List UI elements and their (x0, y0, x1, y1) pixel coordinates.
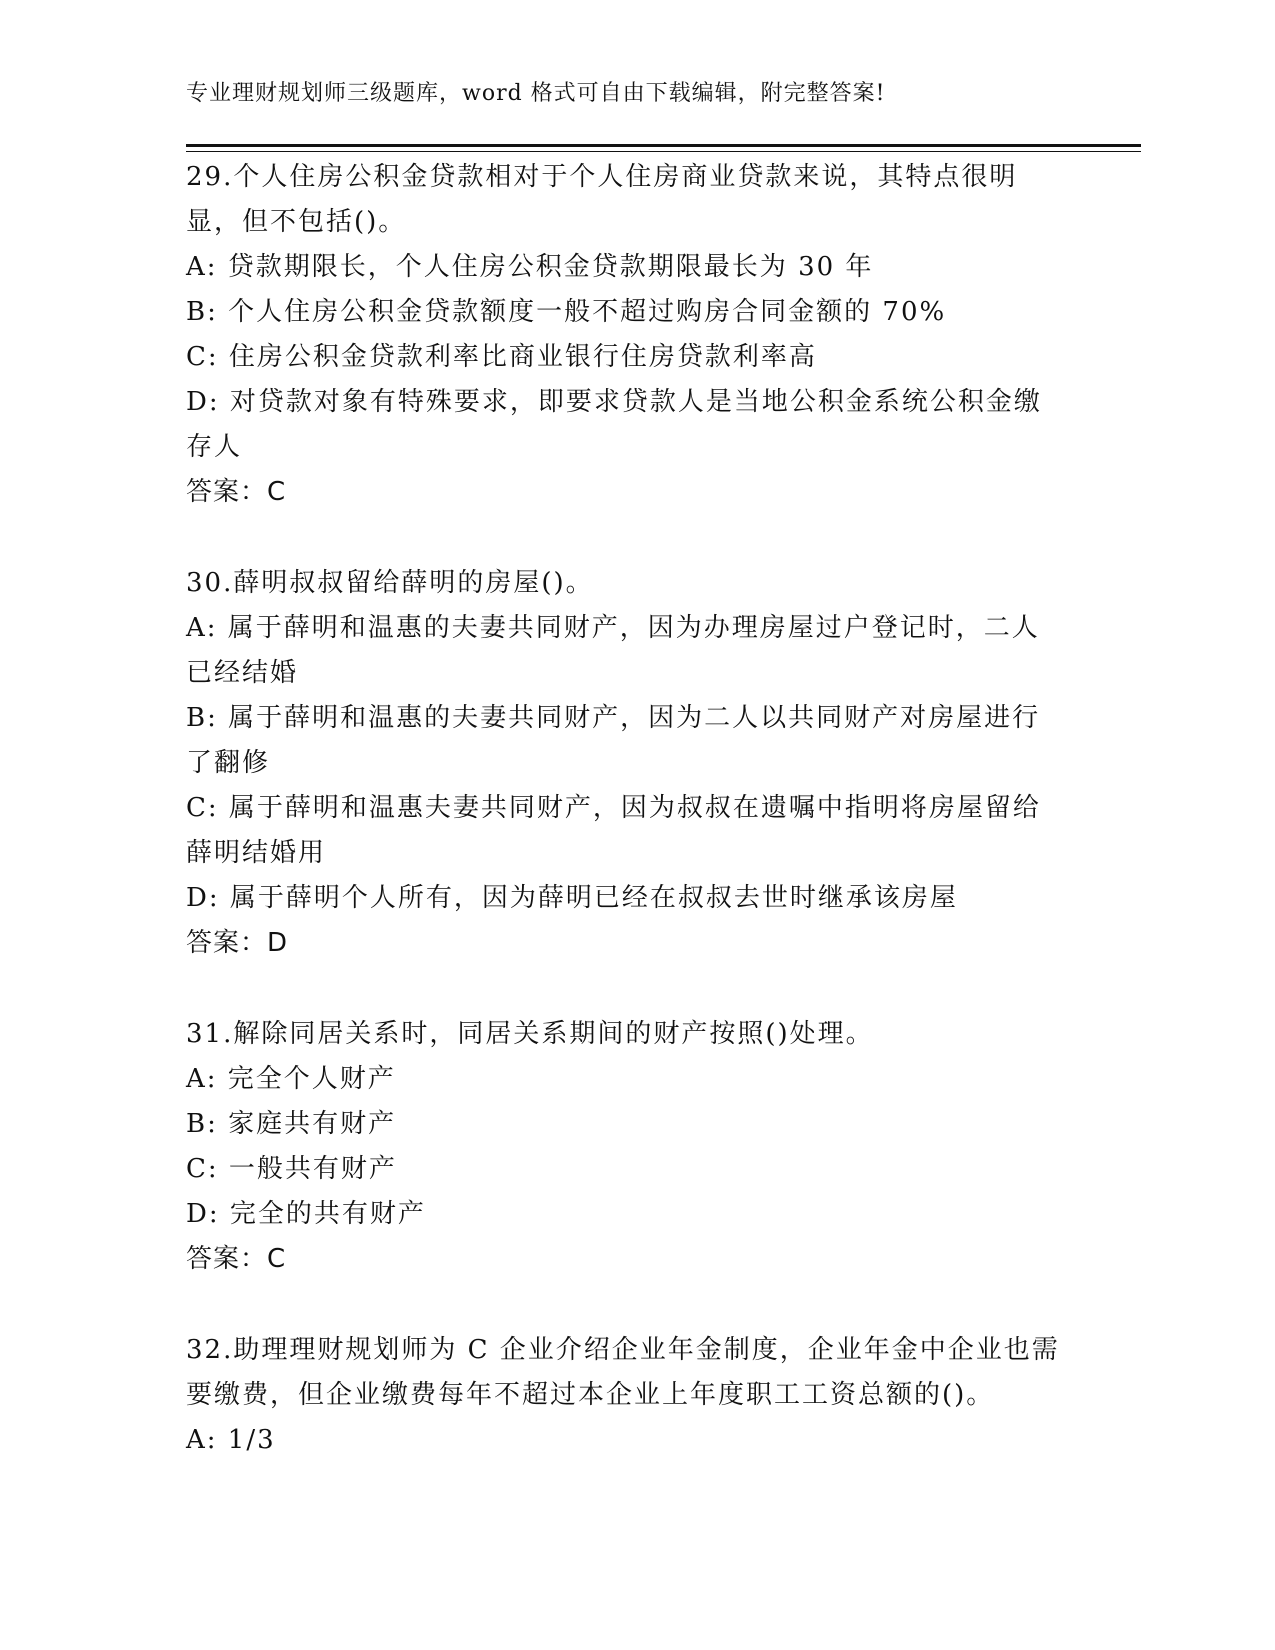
header-divider-thin (186, 151, 1141, 152)
question-32 (186, 1328, 1066, 1463)
option-c: C: 属于薛明和温惠夫妻共同财产，因为叔叔在遗嘱中指明将房屋留给薛明结婚用 (186, 793, 1041, 868)
question-stem: 30.薛明叔叔留给薛明的房屋()。 (186, 568, 594, 598)
header-divider-thick (186, 144, 1141, 147)
question-stem: 31.解除同居关系时，同居关系期间的财产按照()处理。 (186, 1019, 874, 1049)
question-list (186, 155, 1066, 1463)
option-a: A: 1/3 (186, 1425, 276, 1455)
page-header: 专业理财规划师三级题库，word 格式可自由下载编辑，附完整答案! (186, 81, 886, 106)
question-29 (186, 155, 1066, 515)
question-stem: 29.个人住房公积金贷款相对于个人住房商业贷款来说，其特点很明显，但不包括()。 (186, 162, 1018, 237)
option-c: C: 一般共有财产 (186, 1154, 397, 1184)
option-d: D: 对贷款对象有特殊要求，即要求贷款人是当地公积金系统公积金缴存人 (186, 387, 1042, 462)
option-d: D: 完全的共有财产 (186, 1199, 426, 1229)
option-b: B: 属于薛明和温惠的夫妻共同财产，因为二人以共同财产对房屋进行了翻修 (186, 703, 1041, 778)
option-c: C: 住房公积金贷款利率比商业银行住房贷款利率高 (186, 342, 817, 372)
option-a: A: 完全个人财产 (186, 1064, 396, 1094)
option-b: B: 家庭共有财产 (186, 1109, 397, 1139)
option-a: A: 属于薛明和温惠的夫妻共同财产，因为办理房屋过户登记时，二人已经结婚 (186, 613, 1040, 688)
question-stem: 32.助理理财规划师为 C 企业介绍企业年金制度，企业年金中企业也需要缴费，但企业缴费每年不超过本企业上年度职工工资总额的()。 (186, 1335, 1060, 1410)
question-30 (186, 561, 1066, 966)
answer-line: 答案：C (186, 477, 287, 507)
answer-line: 答案：D (186, 928, 289, 958)
question-31 (186, 1012, 1066, 1282)
option-a: A: 贷款期限长，个人住房公积金贷款期限最长为 30 年 (186, 252, 874, 282)
option-d: D: 属于薛明个人所有，因为薛明已经在叔叔去世时继承该房屋 (186, 883, 958, 913)
answer-line: 答案：C (186, 1244, 287, 1274)
option-b: B: 个人住房公积金贷款额度一般不超过购房合同金额的 70% (186, 297, 947, 327)
